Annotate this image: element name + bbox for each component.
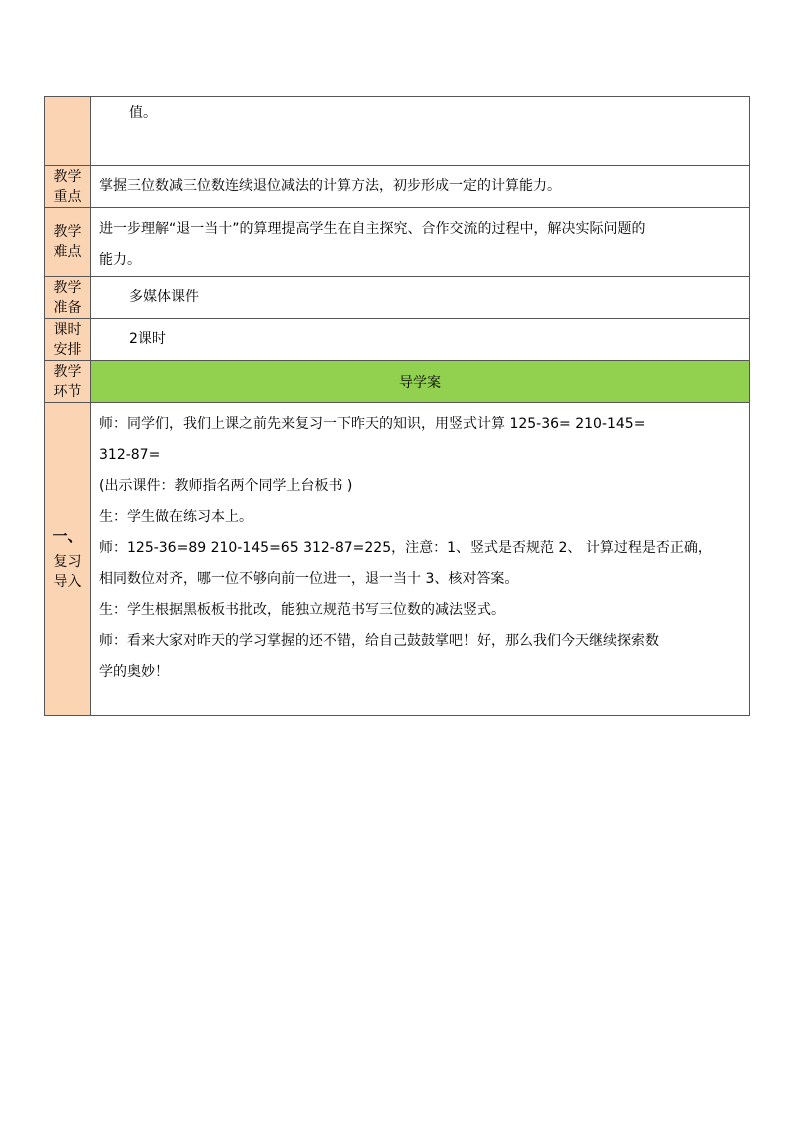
intro-line: 312-87=: [99, 447, 161, 463]
table-row-schedule: [45, 319, 750, 361]
key-points-text: 掌握三位数减三位数连续退位减法的计算方法，初步形成一定的计算能力。: [91, 166, 750, 208]
difficulties-line: 进一步理解“退一当十”的算理提高学生在自主探究、合作交流的过程中，解决实际问题的: [99, 221, 646, 237]
table-row-preparation: [45, 277, 750, 319]
intro-line: 学的奥妙！: [99, 664, 169, 680]
label-line: 环节: [53, 383, 82, 400]
section-number: 一、: [52, 527, 83, 545]
label-line: 导入: [53, 574, 82, 590]
intro-line: 师：同学们，我们上课之前先来复习一下昨天的知识，用竖式计算 125-36= 210-145=: [99, 416, 646, 432]
section-header: 导学案: [91, 361, 750, 403]
table-row-intro: [45, 403, 750, 716]
label-cell-empty: [45, 97, 91, 166]
label-preparation: [45, 277, 91, 319]
label-line: 安排: [53, 341, 82, 358]
intro-line: 师：看来大家对昨天的学习掌握的还不错，给自己鼓鼓掌吧！好，那么我们今天继续探索数: [99, 633, 659, 649]
table-row-section: [45, 361, 750, 403]
difficulties-text: [91, 208, 750, 277]
schedule-text: 2课时: [91, 319, 750, 361]
intro-line: 师：125-36=89 210-145=65 312-87=225，注意：1、竖式是否规范 2、 计算过程是否正确，: [99, 540, 712, 556]
intro-content: [91, 403, 750, 716]
label-line: 教学: [53, 279, 82, 296]
value-text: 值。: [91, 97, 750, 166]
label-line: 准备: [53, 299, 82, 316]
label-line: 教学: [53, 224, 82, 240]
label-intro: [45, 403, 91, 716]
label-line: 教学: [53, 363, 82, 380]
intro-line: 生：学生根据黑板板书批改，能独立规范书写三位数的减法竖式。: [99, 602, 505, 618]
label-key-points: [45, 166, 91, 208]
table-row-key-points: [45, 166, 750, 208]
table-row-value: [45, 97, 750, 166]
preparation-text: 多媒体课件: [91, 277, 750, 319]
intro-line: 生：学生做在练习本上。: [99, 509, 253, 525]
label-schedule: [45, 319, 91, 361]
lesson-plan-table: [44, 96, 750, 716]
intro-line: 相同数位对齐，哪一位不够向前一位进一，退一当十 3、核对答案。: [99, 571, 519, 587]
table-row-difficulties: [45, 208, 750, 277]
label-line: 重点: [53, 188, 82, 205]
label-section: [45, 361, 91, 403]
label-line: 课时: [53, 321, 82, 338]
label-line: 教学: [53, 168, 82, 185]
label-line: 难点: [53, 244, 82, 260]
label-difficulties: [45, 208, 91, 277]
intro-line: (出示课件：教师指名两个同学上台板书 ): [99, 478, 353, 494]
label-line: 复习: [53, 554, 82, 570]
difficulties-line: 能力。: [99, 252, 141, 268]
